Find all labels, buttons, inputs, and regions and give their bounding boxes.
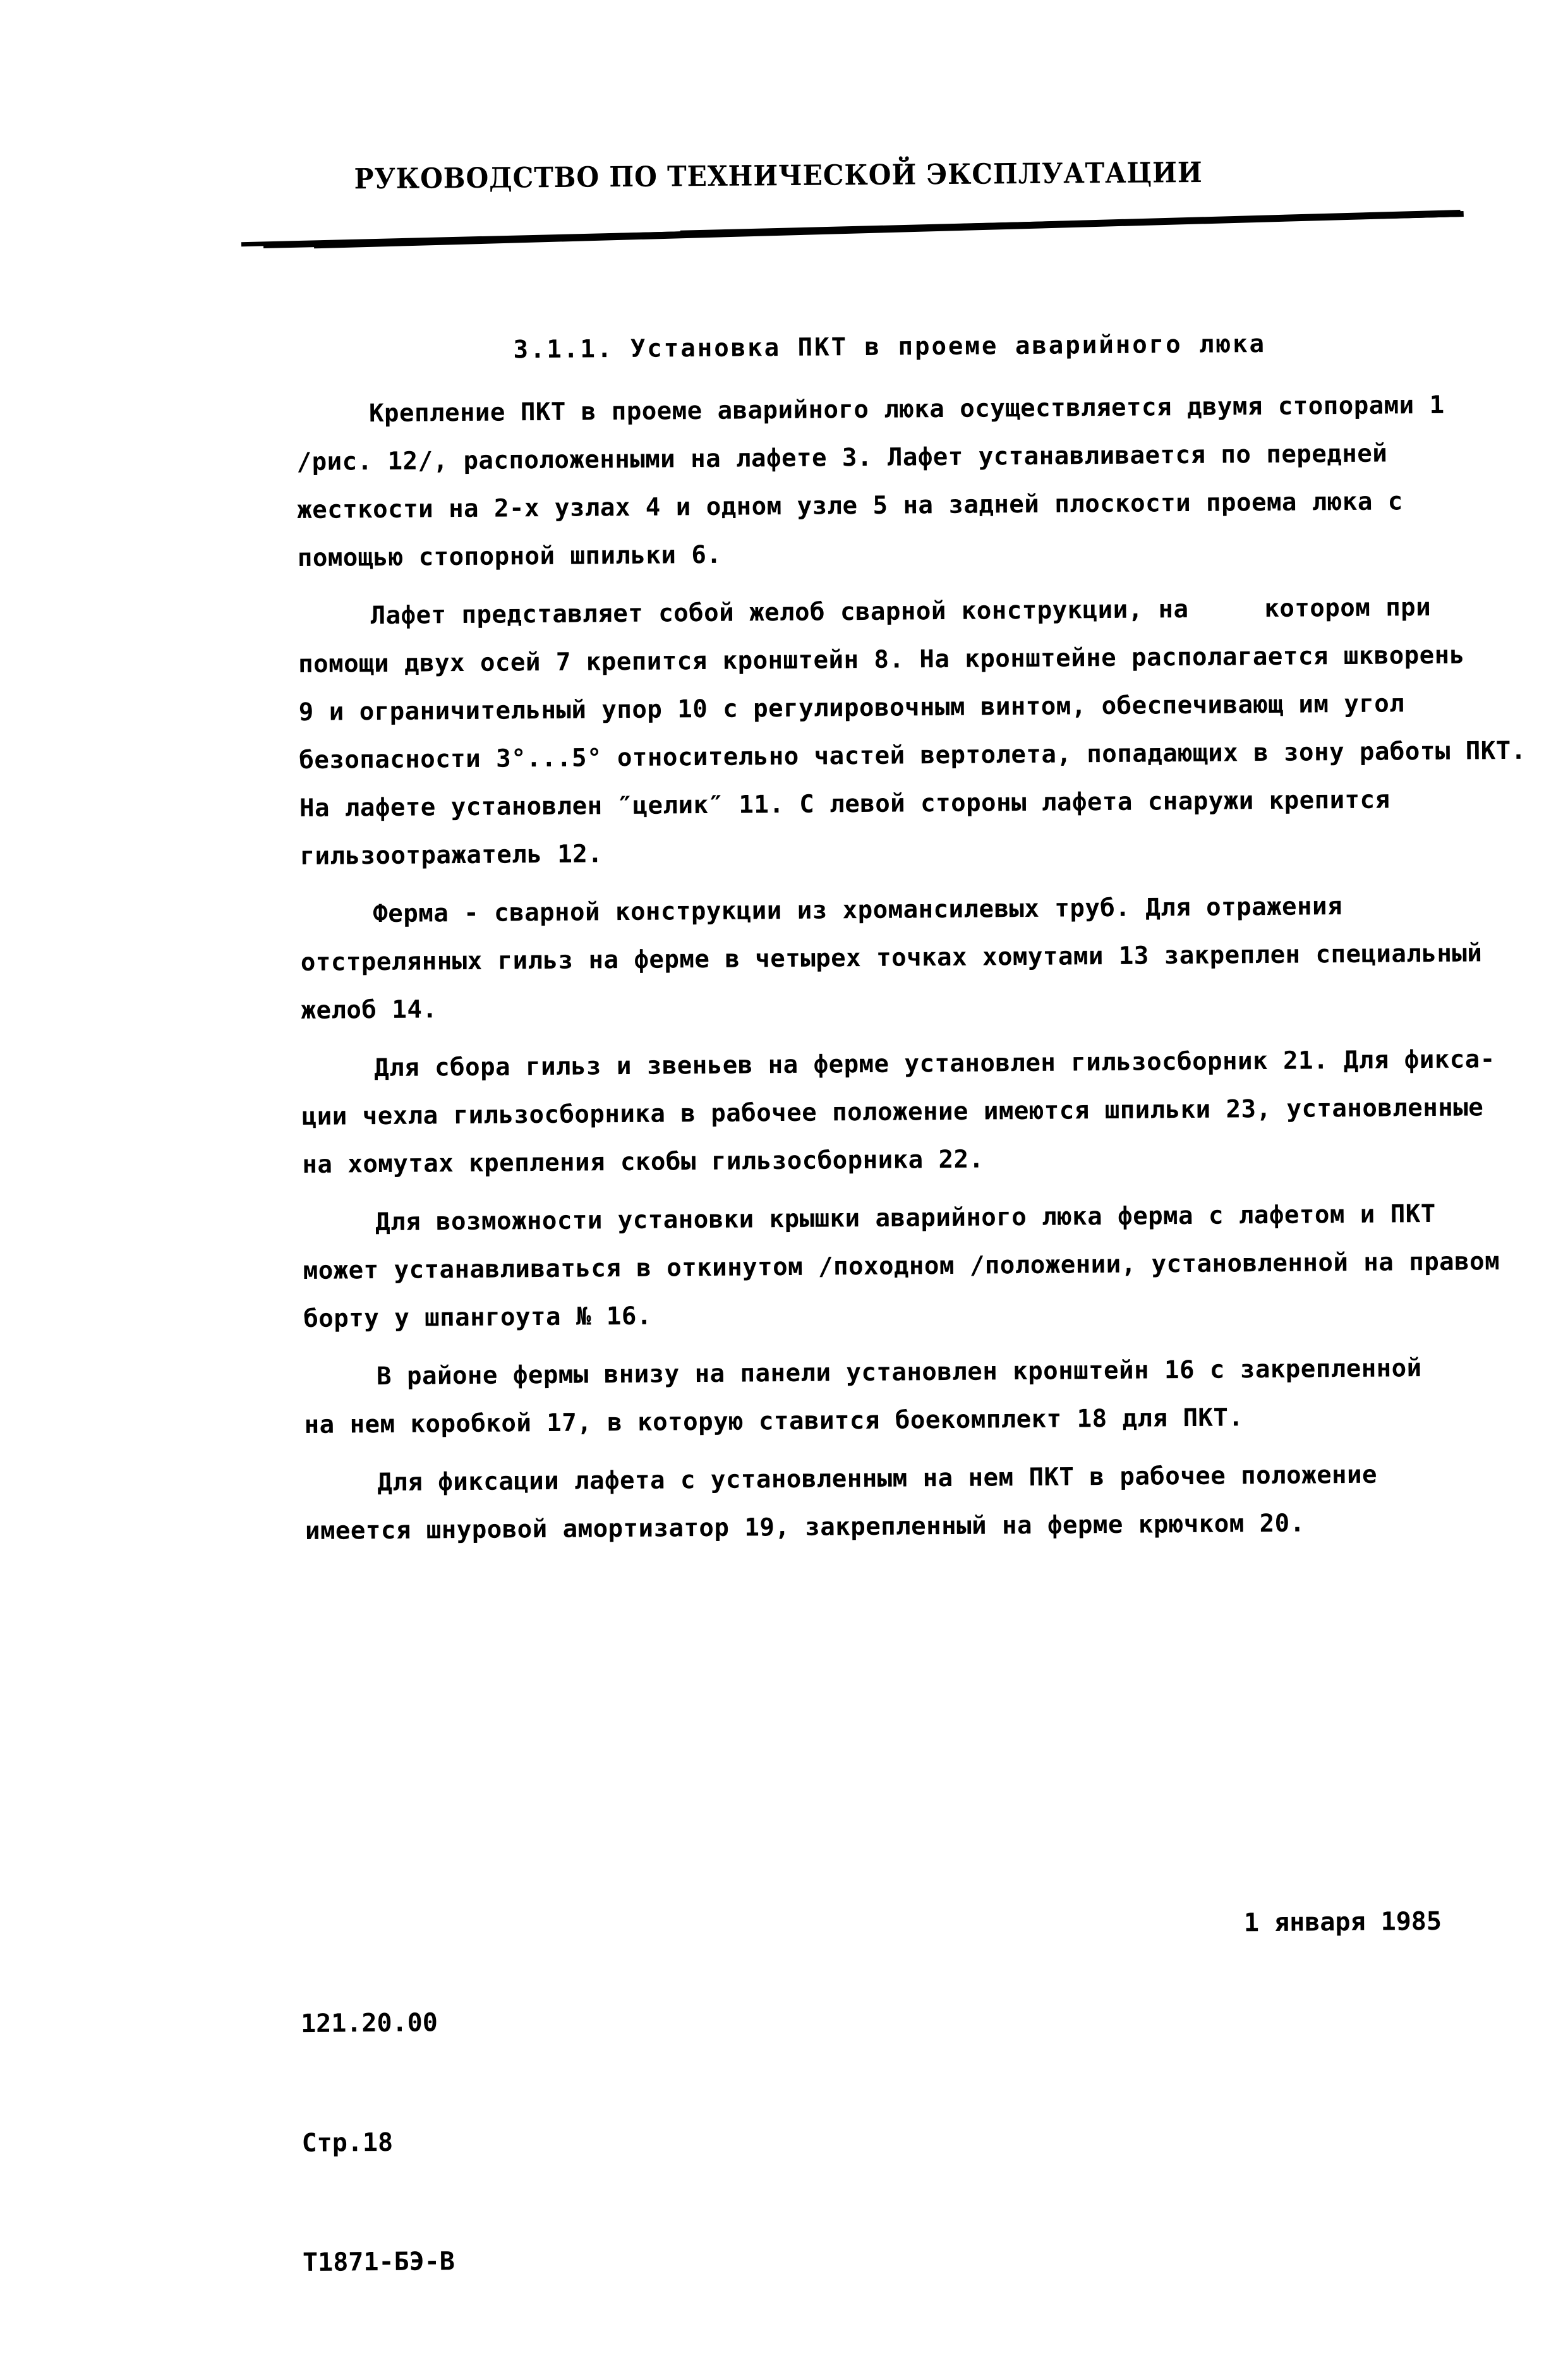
text-line: может устанавливаться в откинутом /походном /положении, установленной на правом xyxy=(303,1247,1500,1285)
text-line: помощью стопорной шпильки 6. xyxy=(297,540,722,573)
footer-doc-code: Т1871-БЭ-В xyxy=(302,2247,455,2278)
footer-page-label: Стр.18 xyxy=(301,2127,394,2158)
text-line: Для фиксации лафета с установленным на нем ПКТ в рабочее положение xyxy=(377,1460,1378,1497)
text-line: помощи двух осей 7 крепится кронштейн 8. На кронштейне располагается шкворень xyxy=(298,641,1465,679)
page-header-title: РУКОВОДСТВО ПО ТЕХНИЧЕСКОЙ ЭКСПЛУАТАЦИИ xyxy=(354,155,1203,196)
text-line: Ферма - сварной конструкции из хромансилевых труб. Для отражения xyxy=(373,892,1343,929)
text-line: на хомутах крепления скобы гильзосборника 22. xyxy=(302,1145,984,1180)
text-line: 9 и ограничительный упор 10 с регулировочным винтом, обеспечивающ им угол xyxy=(298,689,1405,727)
paragraph-2 xyxy=(298,583,1526,881)
paragraph-3 xyxy=(300,881,1527,1035)
paragraph-4 xyxy=(301,1036,1528,1189)
section-heading: 3.1.1. Установка ПКТ в проеме аварийного люка xyxy=(513,329,1267,365)
text-line: Для сбора гильз и звеньев на ферме установлен гильзосборник 21. Для фикса- xyxy=(374,1045,1495,1083)
text-line: В районе фермы внизу на панели установлен кронштейн 16 с закрепленной xyxy=(376,1354,1422,1391)
text-line: Лафет представляет собой желоб сварной конструкции, на котором при xyxy=(370,593,1432,631)
paragraph-7 xyxy=(305,1450,1531,1556)
text-line: На лафете установлен ″целик″ 11. С левой стороны лафета снаружи крепится xyxy=(299,785,1390,823)
header-divider-line xyxy=(238,202,1467,255)
footer-doc-number: 121.20.00 xyxy=(300,2008,438,2039)
text-line: желоб 14. xyxy=(301,995,438,1025)
text-line: гильзоотражатель 12. xyxy=(299,840,603,871)
paragraph-6 xyxy=(304,1344,1530,1449)
text-line: отстрелянных гильз на ферме в четырех точках хомутами 13 закреплен специальный xyxy=(300,939,1483,977)
paragraph-5 xyxy=(303,1190,1529,1343)
text-line: ции чехла гильзосборника в рабочее положение имеются шпильки 23, установленные xyxy=(301,1093,1484,1132)
footer-left-block xyxy=(300,1923,455,2362)
text-line: на нем коробкой 17, в которую ставится боекомплект 18 для ПКТ. xyxy=(304,1403,1244,1439)
text-line: безопасности 3°...5° относительно частей вертолета, попадающих в зону работы ПКТ. xyxy=(299,736,1526,775)
footer-date: 1 января 1985 xyxy=(1243,1906,1442,1938)
paragraph-1 xyxy=(296,381,1523,583)
text-line: Для возможности установки крышки аварийного люка ферма с лафетом и ПКТ xyxy=(375,1199,1436,1237)
text-line: Крепление ПКТ в проеме аварийного люка осуществляется двумя стопорами 1 xyxy=(368,390,1445,428)
text-line: борту у шпангоута № 16. xyxy=(303,1302,653,1333)
text-line: /рис. 12/, расположенными на лафете 3. Лафет устанавливается по передней xyxy=(296,439,1388,477)
document-body xyxy=(296,381,1531,1556)
text-line: жесткости на 2-х узлах 4 и одном узле 5 на задней плоскости проема люка с xyxy=(297,487,1403,525)
text-line: имеется шнуровой амортизатор 19, закрепленный на ферме крючком 20. xyxy=(305,1509,1305,1545)
